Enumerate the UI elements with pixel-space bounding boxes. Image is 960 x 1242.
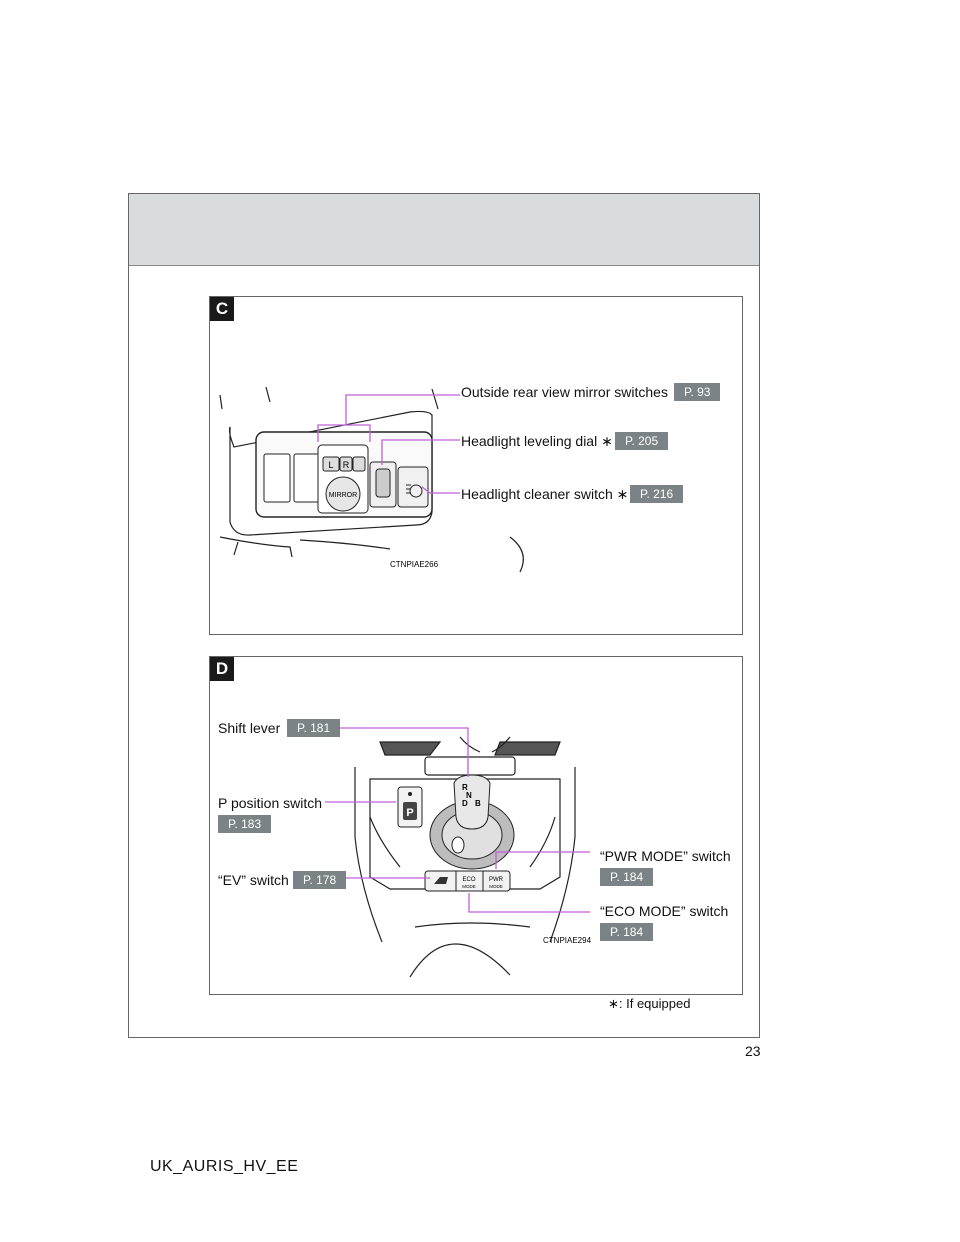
callout-p-position-page[interactable]: P. 183 [218, 815, 271, 833]
gear-d-text: D [462, 799, 468, 808]
callout-eco-mode-label: “ECO MODE” switch [600, 903, 729, 919]
pwr-text-1: PWR [489, 877, 503, 883]
section-d-tag: D [210, 657, 234, 681]
callout-leveling-dial-page[interactable]: P. 205 [615, 432, 668, 450]
callout-pwr-mode-page[interactable]: P. 184 [600, 868, 653, 886]
callout-eco-mode-page[interactable]: P. 184 [600, 923, 653, 941]
section-d-image-code: CTNPIAE294 [543, 936, 592, 945]
callout-cleaner-switch-page[interactable]: P. 216 [630, 485, 683, 503]
footer-code: UK_AURIS_HV_EE [150, 1158, 299, 1175]
header-band [129, 194, 759, 266]
callout-ev-switch-label: “EV” switch [218, 872, 289, 888]
headlight-cleaner-switch [398, 467, 428, 507]
section-c-tag: C [210, 297, 234, 321]
callout-pwr-mode-label: “PWR MODE” switch [600, 848, 731, 864]
section-c-image-code: CTNPIAE266 [390, 560, 439, 569]
gear-n-text: N [466, 791, 472, 800]
callout-cleaner-switch-label: Headlight cleaner switch ∗ [461, 486, 629, 502]
pwr-text-2: MODE [489, 884, 503, 889]
callout-mirror-switches-label: Outside rear view mirror switches [461, 384, 668, 400]
section-c-illustration [210, 297, 742, 634]
mirror-r-text: R [342, 460, 350, 470]
headlight-leveling-dial [370, 462, 396, 507]
blank-switch-1 [264, 454, 290, 502]
callout-p-position-label: P position switch [218, 795, 323, 811]
p-button-text: P [406, 807, 414, 819]
gear-r-text: R [462, 783, 468, 792]
mirror-pad-text: MIRROR [328, 492, 358, 499]
section-d-illustration [210, 657, 742, 994]
mirror-switch-assembly [318, 445, 368, 513]
callout-shift-lever-page[interactable]: P. 181 [287, 719, 340, 737]
p-position-button [398, 787, 422, 827]
footnote: ∗: If equipped [608, 996, 691, 1011]
callout-leveling-dial-label: Headlight leveling dial ∗ [461, 433, 613, 449]
callout-shift-lever-label: Shift lever [218, 720, 281, 736]
page-number: 23 [745, 1043, 761, 1059]
eco-text-1: ECO [462, 877, 476, 883]
eco-text-2: MODE [462, 884, 476, 889]
callout-ev-switch-page[interactable]: P. 178 [293, 871, 346, 889]
blank-switch-2 [294, 454, 320, 502]
mode-switch-row [425, 871, 510, 891]
mirror-l-text: L [328, 460, 334, 470]
gear-b-text: B [475, 799, 481, 808]
callout-mirror-switches-page[interactable]: P. 93 [674, 383, 720, 401]
shift-lever [430, 775, 514, 869]
mirror-fold-button [353, 457, 365, 471]
